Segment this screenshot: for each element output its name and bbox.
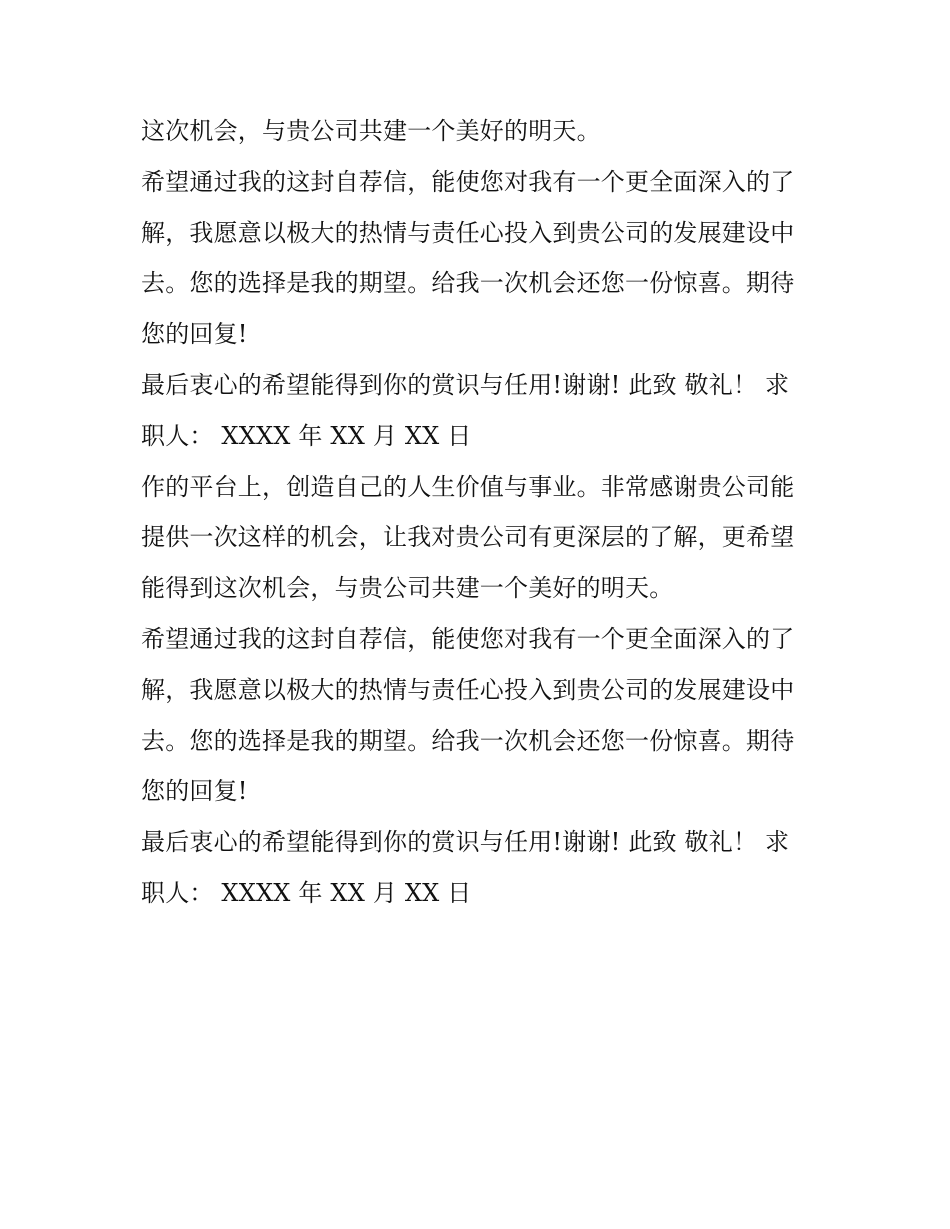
text-line: 提供一次这样的机会，让我对贵公司有更深层的了解，更希望 xyxy=(141,523,795,552)
text-line: 最后衷心的希望能得到你的赏识与任用!谢谢! 此致 敬礼！ 求 xyxy=(141,828,790,857)
text-line: 解，我愿意以极大的热情与责任心投入到贵公司的发展建设中 xyxy=(141,675,795,704)
text-line: 希望通过我的这封自荐信，能使您对我有一个更全面深入的了 xyxy=(141,167,795,196)
text-line: 希望通过我的这封自荐信，能使您对我有一个更全面深入的了 xyxy=(141,624,795,653)
text-line: 解，我愿意以极大的热情与责任心投入到贵公司的发展建设中 xyxy=(141,218,795,247)
text-line: 去。您的选择是我的期望。给我一次机会还您一份惊喜。期待 xyxy=(141,269,795,298)
text-line: 您的回复! xyxy=(141,320,248,349)
text-line: 这次机会，与贵公司共建一个美好的明天。 xyxy=(141,117,601,145)
text-line: 作的平台上，创造自己的人生价值与事业。非常感谢贵公司能 xyxy=(141,472,795,501)
text-line: 去。您的选择是我的期望。给我一次机会还您一份惊喜。期待 xyxy=(141,726,795,755)
text-line: 职人： XXXX 年 XX 月 XX 日 xyxy=(141,878,472,907)
text-line: 职人： XXXX 年 XX 月 XX 日 xyxy=(141,421,472,450)
text-line: 能得到这次机会，与贵公司共建一个美好的明天。 xyxy=(141,574,674,603)
text-line: 最后衷心的希望能得到你的赏识与任用!谢谢! 此致 敬礼！ 求 xyxy=(141,370,790,399)
text-line: 您的回复! xyxy=(141,777,248,806)
document-body xyxy=(141,106,821,919)
